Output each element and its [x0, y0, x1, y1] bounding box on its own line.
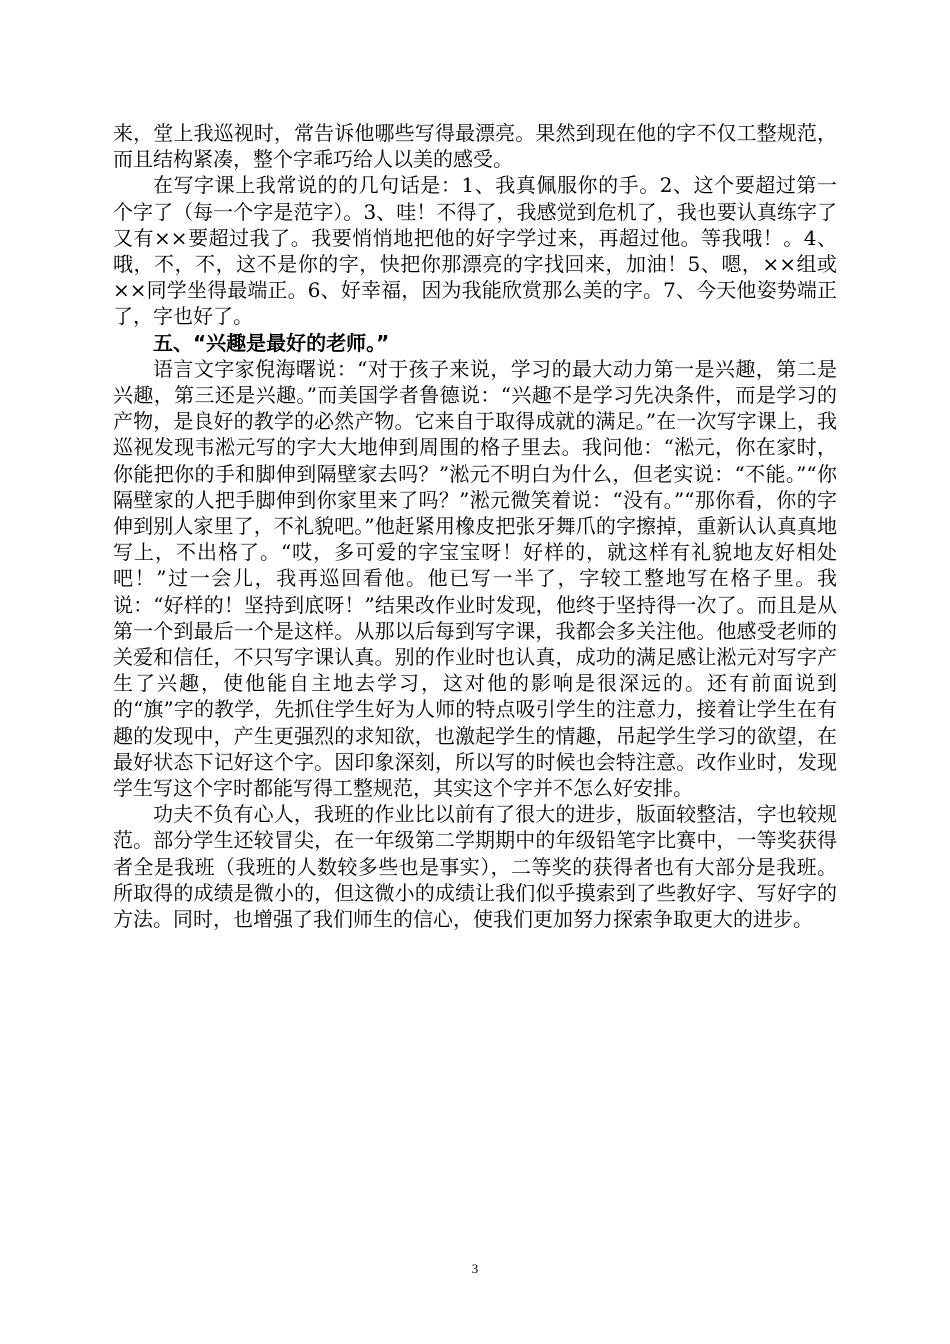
- page-number: 3: [471, 1261, 479, 1276]
- paragraph-writing-class-phrases: 在写字课上我常说的的几句话是：1、我真佩服你的手。2、这个要超过第一个字了（每一个字是范字）。3、哇！不得了，我感觉到危机了，我也要认真练字了又有××要超过我了。我要悄悄地把他的好字学过来，再超过他。等我哦！。4、哦，不，不，这不是你的字，快把你那漂亮的字找回来，加油！5、嗯，××组或××同学坐得最端正。6、好幸福，因为我能欣赏那么美的字。7、今天他姿势端正了，字也好了。: [113, 173, 837, 329]
- document-body: [113, 120, 837, 932]
- paragraph-interest-story: 语言文字家倪海曙说：“对于孩子来说，学习的最大动力第一是兴趣，第二是兴趣，第三还是兴趣。”而美国学者鲁德说：“兴趣不是学习先决条件，而是学习的产物，是良好的教学的必然产物。它来自于取得成就的满足。”在一次写字课上，我巡视发现韦淞元写的字大大地伸到周围的格子里去。我问他：“淞元，你在家时，你能把你的手和脚伸到隔壁家去吗？”淞元不明白为什么，但老实说：“不能。”“你隔壁家的人把手脚伸到你家里来了吗？”淞元微笑着说：“没有。”“那你看，你的字伸到别人家里了，不礼貌吧。”他赶紧用橡皮把张牙舞爪的字擦掉，重新认认真真地写上，不出格了。“哎，多可爱的字宝宝呀！好样的，就这样有礼貌地友好相处吧！”过一会儿，我再巡回看他。他已写一半了，字较工整地写在格子里。我说：“好样的！坚持到底呀！”结果改作业时发现，他终于坚持得一次了。而且是从第一个到最后一个是这样。从那以后每到写字课，我都会多关注他。他感受老师的关爱和信任，不只写字课认真。别的作业时也认真，成功的满足感让淞元对写字产生了兴趣，使他能自主地去学习，这对他的影响是很深远的。还有前面说到的“旗”字的教学，先抓住学生好为人师的特点吸引学生的注意力，接着让学生在有趣的发现中，产生更强烈的求知欲，也激起学生的情趣，吊起学生学习的欲望，在最好状态下记好这个字。因印象深刻，所以写的时候也会特注意。改作业时，发现学生写这个字时都能写得工整规范，其实这个字并不怎么好安排。: [113, 356, 837, 801]
- paragraph-results: 功夫不负有心人，我班的作业比以前有了很大的进步，版面较整洁，字也较规范。部分学生还较冒尖，在一年级第二学期期中的年级铅笔字比赛中，一等奖获得者全是我班（我班的人数较多些也是事实），二等奖的获得者也有大部分是我班。所取得的成绩是微小的，但这微小的成绩让我们似乎摸索到了些教好字、写好字的方法。同时，也增强了我们师生的信心，使我们更加努力探索争取更大的进步。: [113, 802, 837, 932]
- section-heading-interest: 五、“兴趣是最好的老师。”: [153, 330, 390, 355]
- paragraph-continuation: 来，堂上我巡视时，常告诉他哪些写得最漂亮。果然到现在他的字不仅工整规范，而且结构紧凑，整个字乖巧给人以美的感受。: [113, 121, 837, 172]
